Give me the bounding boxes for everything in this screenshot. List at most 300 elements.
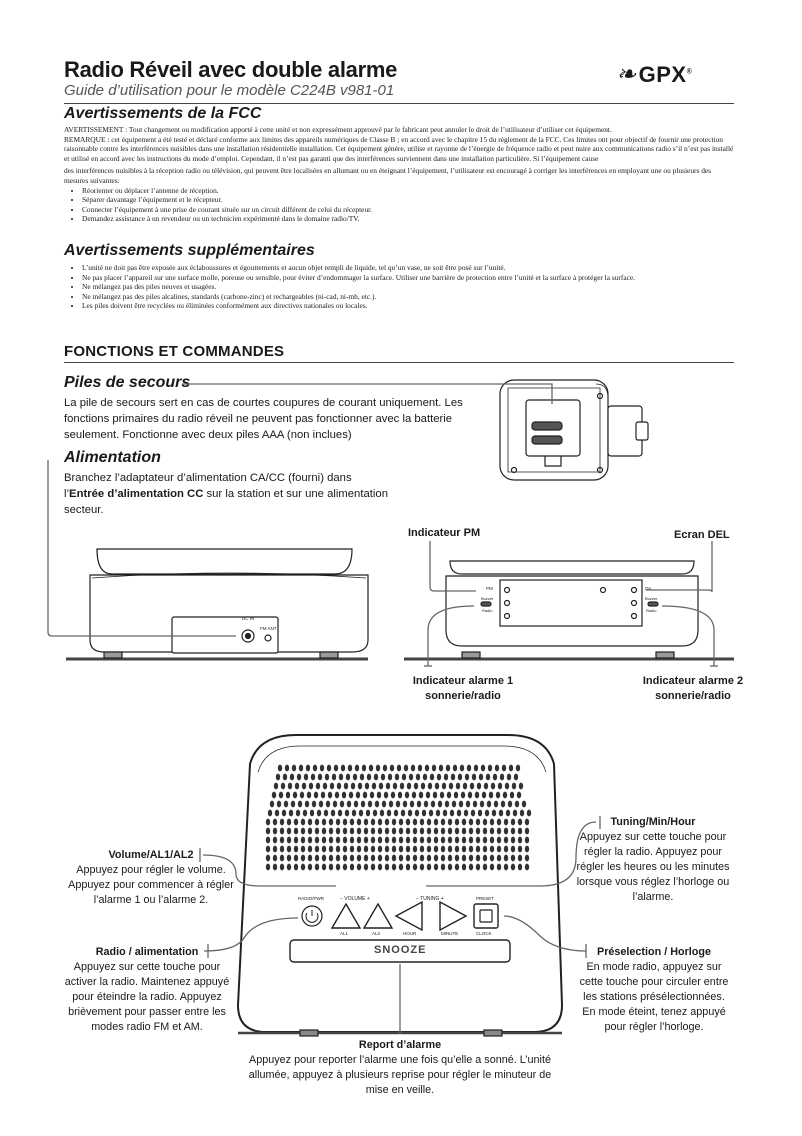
grille-slot <box>343 846 347 853</box>
grille-slot <box>359 810 363 817</box>
grille-slot <box>469 828 473 835</box>
grille-slot <box>510 792 514 799</box>
grille-slot <box>364 819 368 826</box>
grille-slot <box>284 801 288 808</box>
grille-slot <box>289 810 293 817</box>
grille-slot <box>385 864 389 871</box>
grille-slot <box>432 765 436 772</box>
grille-slot <box>406 846 410 853</box>
grille-slot <box>319 801 323 808</box>
grille-slot <box>406 864 410 871</box>
grille-slot <box>331 810 335 817</box>
grille-slot <box>316 783 320 790</box>
grille-slot <box>332 774 336 781</box>
grille-slot <box>424 801 428 808</box>
grille-slot <box>441 855 445 862</box>
grille-slot <box>282 810 286 817</box>
grille-slot <box>393 783 397 790</box>
grille-slot <box>395 774 399 781</box>
pm-print: PM <box>486 586 493 591</box>
grille-slot <box>507 774 511 781</box>
grille-slot <box>306 765 310 772</box>
grille-slot <box>406 819 410 826</box>
grille-slot <box>402 774 406 781</box>
grille-slot <box>356 792 360 799</box>
grille-slot <box>465 774 469 781</box>
grille-slot <box>483 846 487 853</box>
grille-slot <box>280 846 284 853</box>
fcc-interference: des interférences nuisibles à la réception radio ou télévision, qui peuvent être localisées en allumant ou en éteignant l’équipement, l’utilisateur est encouragé à corriger les interférences en employant une ou plusieurs des mesures suivantes: <box>64 166 712 185</box>
grille-slot <box>274 783 278 790</box>
grille-slot <box>392 819 396 826</box>
grille-slot <box>355 765 359 772</box>
grille-slot <box>495 765 499 772</box>
grille-slot <box>477 783 481 790</box>
grille-slot <box>364 837 368 844</box>
grille-slot <box>490 837 494 844</box>
grille-slot <box>501 801 505 808</box>
grille-slot <box>522 801 526 808</box>
grille-slot <box>413 828 417 835</box>
grille-slot <box>371 819 375 826</box>
buzzer2-print: Buzzer <box>645 596 658 601</box>
grille-slot <box>364 855 368 862</box>
grille-slot <box>327 765 331 772</box>
grille-slot <box>434 819 438 826</box>
grille-slot <box>511 846 515 853</box>
grille-slot <box>350 828 354 835</box>
grille-slot <box>471 810 475 817</box>
grille-slot <box>489 792 493 799</box>
brand-logo: ❧GPX® <box>616 61 693 88</box>
grille-slot <box>350 864 354 871</box>
grille-slot <box>397 765 401 772</box>
grille-slot <box>511 855 515 862</box>
list-item: • Ne pas placer l’appareil sur une surface molle, poreuse ou sensible, pour éviter d’endommager la surface. Utiliser une barrière de protection entre l’unité et la surface à protéger la surface. <box>82 273 736 283</box>
grille-slot <box>368 801 372 808</box>
grille-slot <box>448 828 452 835</box>
grille-slot <box>360 774 364 781</box>
grille-slot <box>273 855 277 862</box>
grille-slot <box>512 783 516 790</box>
grille-slot <box>423 774 427 781</box>
grille-slot <box>325 774 329 781</box>
grille-slot <box>520 810 524 817</box>
grille-slot <box>468 792 472 799</box>
grille-slot <box>273 819 277 826</box>
grille-slot <box>329 819 333 826</box>
grille-slot <box>326 801 330 808</box>
grille-slot <box>446 765 450 772</box>
grille-slot <box>309 783 313 790</box>
grille-slot <box>456 783 460 790</box>
grille-slot <box>504 846 508 853</box>
preset-clock-callout: Préselection / Horloge En mode radio, appuyez sur cette touche pour circuler entre les stations présélectionnées. En mode éteint, tenez appuyé pour régler l’horloge. <box>579 946 729 1033</box>
grille-slot <box>479 774 483 781</box>
grille-slot <box>308 819 312 826</box>
grille-slot <box>413 819 417 826</box>
grille-slot <box>370 792 374 799</box>
grille-slot <box>497 864 501 871</box>
grille-slot <box>266 855 270 862</box>
grille-slot <box>398 792 402 799</box>
grille-slot <box>462 855 466 862</box>
grille-slot <box>281 783 285 790</box>
grille-slot <box>518 855 522 862</box>
grille-slot <box>462 837 466 844</box>
grille-slot <box>525 828 529 835</box>
grille-slot <box>287 855 291 862</box>
functions-heading: FONCTIONS ET COMMANDES <box>64 343 285 360</box>
grille-slot <box>503 792 507 799</box>
grille-slot <box>329 828 333 835</box>
alarm1-indicator-label: Indicateur alarme 1 sonnerie/radio <box>412 675 514 702</box>
grille-slot <box>437 774 441 781</box>
grille-slot <box>448 837 452 844</box>
grille-slot <box>454 792 458 799</box>
grille-slot <box>357 846 361 853</box>
grille-slot <box>469 846 473 853</box>
grille-slot <box>364 864 368 871</box>
grille-slot <box>466 801 470 808</box>
grille-slot <box>457 810 461 817</box>
grille-slot <box>436 810 440 817</box>
grille-slot <box>363 792 367 799</box>
grille-slot <box>449 783 453 790</box>
grille-slot <box>350 819 354 826</box>
grille-slot <box>415 810 419 817</box>
grille-slot <box>460 765 464 772</box>
list-item: • Connecter l’équipement à une prise de courant située sur un circuit différent de celui du récepteur. <box>82 205 736 215</box>
grille-slot <box>372 783 376 790</box>
grille-slot <box>324 810 328 817</box>
grille-slot <box>380 810 384 817</box>
grille-slot <box>413 855 417 862</box>
grille-slot <box>273 846 277 853</box>
grille-slot <box>511 864 515 871</box>
grille-slot <box>525 855 529 862</box>
grille-slot <box>308 864 312 871</box>
grille-slot <box>476 846 480 853</box>
grille-slot <box>322 828 326 835</box>
grille-slot <box>473 801 477 808</box>
grille-slot <box>311 774 315 781</box>
grille-slot <box>287 819 291 826</box>
grille-slot <box>293 792 297 799</box>
grille-slot <box>488 765 492 772</box>
grille-slot <box>427 855 431 862</box>
grille-slot <box>270 801 274 808</box>
grille-slot <box>504 837 508 844</box>
grille-slot <box>482 792 486 799</box>
grille-slot <box>485 810 489 817</box>
grille-slot <box>434 855 438 862</box>
grille-slot <box>318 774 322 781</box>
grille-slot <box>427 819 431 826</box>
grille-slot <box>462 864 466 871</box>
grille-slot <box>287 828 291 835</box>
grille-slot <box>455 828 459 835</box>
grille-slot <box>371 864 375 871</box>
grille-slot <box>427 846 431 853</box>
grille-slot <box>294 846 298 853</box>
grille-slot <box>300 792 304 799</box>
grille-slot <box>406 855 410 862</box>
grille-slot <box>354 801 358 808</box>
grille-slot <box>348 765 352 772</box>
grille-slot <box>378 864 382 871</box>
grille-slot <box>400 783 404 790</box>
grille-slot <box>525 846 529 853</box>
grille-slot <box>476 819 480 826</box>
grille-slot <box>455 846 459 853</box>
al2-print: AL2 <box>372 931 381 936</box>
grille-slot <box>413 837 417 844</box>
ir-print: On <box>645 586 652 591</box>
grille-slot <box>315 846 319 853</box>
grille-slot <box>506 810 510 817</box>
radio-power-callout: Radio / alimentation Appuyez sur cette touche pour activer la radio. Maintenez appuyé pour éteindre la radio. Appuyez brièvement pour passer entre les modes radio FM et AM. <box>64 946 230 1033</box>
list-item: • Réorienter ou déplacer l’antenne de réception. <box>82 186 736 196</box>
grille-slot <box>357 828 361 835</box>
grille-slot <box>287 837 291 844</box>
grille-slot <box>347 801 351 808</box>
grille-slot <box>399 819 403 826</box>
radio-print: Radio <box>482 608 493 613</box>
front-view-illustration <box>404 561 734 659</box>
grille-slot <box>294 819 298 826</box>
grille-slot <box>308 846 312 853</box>
grille-slot <box>403 801 407 808</box>
grille-slot <box>301 864 305 871</box>
grille-slot <box>481 765 485 772</box>
grille-slot <box>350 837 354 844</box>
grille-slot <box>308 837 312 844</box>
grille-slot <box>336 837 340 844</box>
grille-slot <box>334 765 338 772</box>
grille-slot <box>439 765 443 772</box>
grille-slot <box>273 864 277 871</box>
grille-slot <box>396 801 400 808</box>
grille-slot <box>455 819 459 826</box>
grille-slot <box>385 837 389 844</box>
grille-slot <box>353 774 357 781</box>
radio2-print: Radio <box>646 608 657 613</box>
grille-slot <box>385 846 389 853</box>
grille-slot <box>525 837 529 844</box>
list-item: • Demandez assistance à un revendeur ou un technicien expérimenté dans le domaine radio/TV. <box>82 214 736 224</box>
grille-slot <box>336 819 340 826</box>
grille-slot <box>483 855 487 862</box>
grille-slot <box>305 801 309 808</box>
grille-slot <box>421 783 425 790</box>
grille-slot <box>490 855 494 862</box>
snooze-bar-label: SNOOZE <box>374 944 427 956</box>
grille-slot <box>469 837 473 844</box>
grille-slot <box>337 783 341 790</box>
grille-slot <box>330 783 334 790</box>
grille-slot <box>378 828 382 835</box>
grille-slot <box>358 783 362 790</box>
grille-slot <box>508 801 512 808</box>
grille-slot <box>342 792 346 799</box>
grille-slot <box>428 783 432 790</box>
grille-slot <box>511 837 515 844</box>
grille-slot <box>317 810 321 817</box>
grille-slot <box>416 774 420 781</box>
grille-slot <box>314 792 318 799</box>
grille-slot <box>301 846 305 853</box>
grille-slot <box>344 783 348 790</box>
grille-slot <box>515 801 519 808</box>
grille-slot <box>315 828 319 835</box>
grille-slot <box>277 801 281 808</box>
grille-slot <box>464 810 468 817</box>
grille-slot <box>420 819 424 826</box>
grille-slot <box>378 846 382 853</box>
grille-slot <box>407 783 411 790</box>
grille-slot <box>308 828 312 835</box>
grille-slot <box>387 810 391 817</box>
grille-slot <box>422 810 426 817</box>
grille-slot <box>378 819 382 826</box>
list-item: • L’unité ne doit pas être exposée aux éclaboussures et égouttements et aucun objet rempli de liquide, tel qu’un vase, ne soit être posé sur l’unité. <box>82 263 736 273</box>
grille-slot <box>472 774 476 781</box>
grille-slot <box>307 792 311 799</box>
grille-slot <box>478 810 482 817</box>
grille-slot <box>322 855 326 862</box>
grille-slot <box>275 810 279 817</box>
grille-slot <box>294 864 298 871</box>
fcc-heading: Avertissements de la FCC <box>64 105 262 122</box>
grille-slot <box>401 810 405 817</box>
snooze-callout: Report d’alarme Appuyez pour reporter l’alarme une fois qu’elle a sonné. L’unité allumée, appuyez à plusieurs reprise pour régler le minuteur de mise en veille. <box>248 1039 552 1096</box>
grille-slot <box>280 864 284 871</box>
grille-slot <box>504 855 508 862</box>
grille-slot <box>378 837 382 844</box>
grille-slot <box>333 801 337 808</box>
grille-slot <box>329 837 333 844</box>
grille-slot <box>419 792 423 799</box>
grille-slot <box>430 774 434 781</box>
grille-slot <box>391 792 395 799</box>
grille-slot <box>414 783 418 790</box>
list-item: • Ne mélangez pas des piles alcalines, standards (carbone-zinc) et rechargeables (ni-cad, ni-mh, etc.). <box>82 292 736 302</box>
grille-slot <box>418 765 422 772</box>
extra-warnings-heading: Avertissements supplémentaires <box>64 242 315 259</box>
grille-slot <box>519 783 523 790</box>
clock-print: CLOCK <box>476 931 492 936</box>
grille-slot <box>357 864 361 871</box>
grille-slot <box>476 837 480 844</box>
grille-slot <box>497 837 501 844</box>
grille-slot <box>409 774 413 781</box>
grille-slot <box>392 828 396 835</box>
grille-slot <box>509 765 513 772</box>
grille-slot <box>373 810 377 817</box>
grille-slot <box>490 864 494 871</box>
grille-slot <box>497 846 501 853</box>
grille-slot <box>399 828 403 835</box>
grille-slot <box>504 864 508 871</box>
grille-slot <box>518 819 522 826</box>
buzzer-print: Buzzer <box>481 596 494 601</box>
grille-slot <box>399 846 403 853</box>
volume-print: − VOLUME + <box>340 896 370 902</box>
grille-slot <box>504 828 508 835</box>
grille-slot <box>266 828 270 835</box>
grille-slot <box>322 837 326 844</box>
grille-slot <box>494 801 498 808</box>
grille-slot <box>399 864 403 871</box>
grille-slot <box>447 792 451 799</box>
grille-slot <box>527 810 531 817</box>
grille-slot <box>285 765 289 772</box>
grille-slot <box>420 837 424 844</box>
grille-slot <box>399 837 403 844</box>
grille-slot <box>361 801 365 808</box>
grille-slot <box>491 783 495 790</box>
grille-slot <box>320 765 324 772</box>
grille-slot <box>413 864 417 871</box>
grille-slot <box>429 810 433 817</box>
grille-slot <box>378 855 382 862</box>
tuning-print: − TUNING + <box>416 896 444 902</box>
grille-slot <box>321 792 325 799</box>
grille-slot <box>462 819 466 826</box>
grille-slot <box>388 774 392 781</box>
grille-slot <box>438 801 442 808</box>
grille-slot <box>450 810 454 817</box>
grille-slot <box>366 810 370 817</box>
grille-slot <box>459 801 463 808</box>
grille-slot <box>427 828 431 835</box>
grille-slot <box>408 810 412 817</box>
grille-slot <box>483 864 487 871</box>
grille-slot <box>286 792 290 799</box>
grille-slot <box>412 792 416 799</box>
grille-slot <box>399 855 403 862</box>
grille-slot <box>453 765 457 772</box>
grille-slot <box>341 765 345 772</box>
grille-slot <box>299 765 303 772</box>
grille-slot <box>405 792 409 799</box>
grille-slot <box>426 792 430 799</box>
grille-slot <box>385 855 389 862</box>
grille-slot <box>441 846 445 853</box>
alarm2-indicator-label: Indicateur alarme 2 sonnerie/radio <box>642 675 744 702</box>
grille-slot <box>483 828 487 835</box>
grille-slot <box>312 801 316 808</box>
grille-slot <box>404 765 408 772</box>
grille-slot <box>455 864 459 871</box>
grille-slot <box>385 828 389 835</box>
grille-slot <box>328 792 332 799</box>
grille-slot <box>336 828 340 835</box>
grille-slot <box>375 801 379 808</box>
grille-slot <box>364 846 368 853</box>
grille-slot <box>290 774 294 781</box>
grille-slot <box>357 837 361 844</box>
grille-slot <box>367 774 371 781</box>
grille-slot <box>329 864 333 871</box>
grille-slot <box>308 855 312 862</box>
list-item: • Ne mélangez pas des piles neuves et usagées. <box>82 282 736 292</box>
grille-slot <box>294 855 298 862</box>
grille-slot <box>431 801 435 808</box>
grille-slot <box>389 801 393 808</box>
grille-slot <box>280 855 284 862</box>
